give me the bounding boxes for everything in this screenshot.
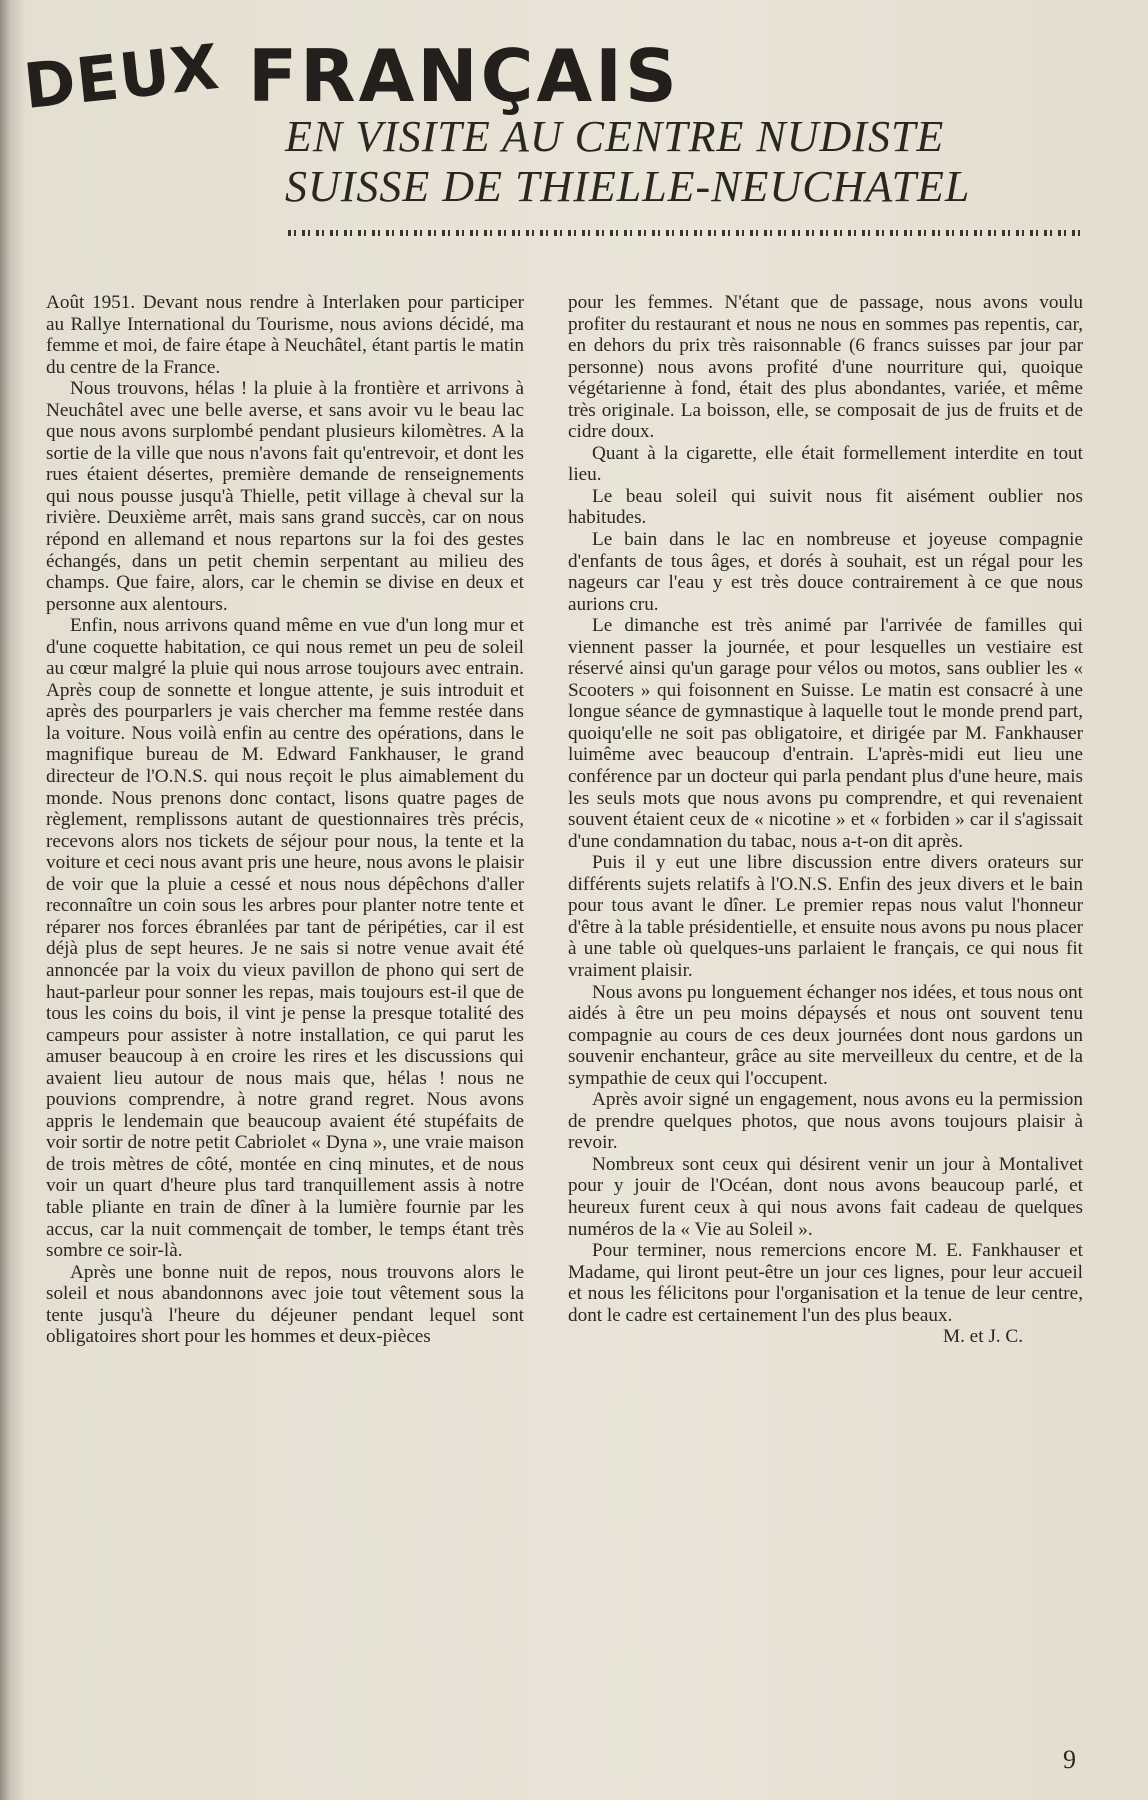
paragraph: Enfin, nous arrivons quand même en vue d'un long mur et d'une coquette habitation, ce qui nous remet un peu de soleil au cœur malgré la pluie qui nous arrose toujours avec entrain. Après coup de sonnette et longue attente, je suis introduit et après des pourparlers je vais chercher ma femme restée dans la voiture. Nous voilà enfin au centre des opérations, dans le magnifique bureau de M. Edward Fankhauser, le grand directeur de l'O.N.S. qui nous reçoit le plus aimablement du monde. Nous prenons donc contact, lisons quatre pages de règlement, remplissons autant de questionnaires très précis, recevons alors nos tickets de séjour pour nous, la tente et la voiture et ceci nous avant pris une heure, nous avons le plaisir de voir que la pluie a cessé et nous nous dépêchons d'aller reconnaître un coin sous les arbres pour planter notre tente et réparer nos forces ébranlées par tant de péripéties, car il est déjà plus de sept heures. Je ne sais si notre venue avait été annoncée par la voix du vieux pavillon de phono qui sert de haut-parleur pour sonner les repas, mais toujours est-il que de tous les coins du bois, il vint je pense la presque totalité des campeurs pour assister à notre installation, ce qui parut les amuser beaucoup à en croire les rires et les discussions qui avaient lieu autour de nous mais que, hélas ! nous ne pouvions comprendre, à notre grand regret. Nous avons appris le lendemain que beaucoup avaient été stupéfaits de voir sortir de notre petit Cabriolet « Dyna », une vraie maison de trois mètres de côté, montée en cinq minutes, et de nous voir un quart d'heure plus tard tranquillement assis à notre table pliante en train de dîner à la lumière fournie par les accus, car la nuit commençait de tomber, le temps étant très sombre ce soir-là. bbox=[46, 615, 524, 1262]
paragraph: Août 1951. Devant nous rendre à Interlaken pour participer au Rallye International du Tourisme, nous avions décidé, ma femme et moi, de faire étape à Neuchâtel, étant partis le matin du centre de la France. bbox=[46, 292, 524, 378]
paragraph: Puis il y eut une libre discussion entre divers orateurs sur différents sujets relatifs à l'O.N.S. Enfin des jeux divers et le bain pour tous avant le dîner. Le premier repas nous valut l'honneur d'être à la table présidentielle, et ensuite nous avons pu nous placer à une table où quelques-uns parlaient le français, ce qui nous fit vraiment plaisir. bbox=[568, 852, 1083, 981]
paragraph: Après une bonne nuit de repos, nous trouvons alors le soleil et nous abandonnons avec joie tout vêtement sous la tente jusqu'à l'heure du déjeuner pendant lequel sont obligatoires short pour les hommes et deux-pièces bbox=[46, 1261, 524, 1348]
subtitle-line-2: SUISSE DE THIELLE-NEUCHATEL bbox=[285, 162, 971, 211]
paragraph: Après avoir signé un engagement, nous avons eu la permission de prendre quelques photos, que nous avons toujours plaisir à revoir. bbox=[568, 1089, 1083, 1154]
paragraph: Quant à la cigarette, elle était formellement interdite en tout lieu. bbox=[568, 442, 1083, 486]
right-column bbox=[568, 292, 1083, 1348]
paragraph: Nous avons pu longuement échanger nos idées, et tous nous ont aidés à être un peu moins dépaysés et nous ont souvent tenu compagnie au cours de ces deux journées dont nous gardons un souvenir enchanteur, grâce au site merveilleux du centre, et de la sympathie de ceux qui l'occupent. bbox=[568, 981, 1083, 1089]
subtitle-line-1: EN VISITE AU CENTRE NUDISTE bbox=[285, 112, 945, 161]
article-subtitle bbox=[285, 112, 1105, 212]
left-column bbox=[46, 292, 524, 1348]
dotted-divider bbox=[288, 230, 1080, 236]
title-word-francais: FRANÇAIS bbox=[248, 34, 680, 118]
paragraph: Le bain dans le lac en nombreuse et joyeuse compagnie d'enfants de tous âges, et dorés à souhait, est un régal pour les nageurs car l'eau y est très douce contrairement à ce que nous aurions cru. bbox=[568, 529, 1083, 615]
paragraph: Nous trouvons, hélas ! la pluie à la frontière et arrivons à Neuchâtel avec une belle averse, et sans avoir vu le beau lac que nous avons surplombé pendant plusieurs kilomètres. A la sortie de la ville que nous n'avons fait qu'entrevoir, et dont les rues étaient désertes, première demande de renseignements qui nous pousse jusqu'à Thielle, petit village à cheval sur la rivière. Deuxième arrêt, mais sans grand succès, car on nous répond en allemand et nous repartons sur la foi des gestes échangés, dans un petit chemin serpentant au milieu des champs. Que faire, alors, car le chemin se divise en deux et personne aux alentours. bbox=[46, 378, 524, 615]
page-number: 9 bbox=[1063, 1745, 1076, 1774]
paragraph: pour les femmes. N'étant que de passage, nous avons voulu profiter du restaurant et nous ne nous en sommes pas repentis, car, en dehors du prix très raisonnable (6 francs suisses par jour par personne) nous avons profité d'une nourriture qui, quoique végétarienne à fond, était des plus abondantes, variée, et même très originale. La boisson, elle, se composait de jus de fruits et de cidre doux. bbox=[568, 292, 1083, 443]
paragraph: Le dimanche est très animé par l'arrivée de familles qui viennent passer la journée, et pour lesquelles un vestiaire est réservé ainsi qu'un garage pour vélos ou motos, sans oublier les « Scooters » qui foisonnent en Suisse. Le matin est consacré à une longue séance de gymnastique à laquelle tout le monde prend part, quoiqu'elle ne soit pas obligatoire, et dirigée par M. Fankhauser luimême avec beaucoup d'entrain. L'après-midi eut lieu une conférence par un docteur qui parla pendant plus d'une heure, mais les seuls mots que nous avons pu comprendre, et qui revenaient souvent étaient ceux de « nicotine » et « forbiden » car il s'agissait d'une condamnation du tabac, nous a-t-on dit après. bbox=[568, 615, 1083, 852]
title-word-deux: DEUX bbox=[20, 29, 223, 123]
paragraph: Pour terminer, nous remercions encore M. E. Fankhauser et Madame, qui liront peut-être un jour ces lignes, pour leur accueil et nous les félicitons pour l'organisation et la tenue de leur centre, dont le cadre est certainement l'un des plus beaux. bbox=[568, 1240, 1083, 1326]
signature: M. et J. C. bbox=[943, 1326, 1023, 1348]
paragraph: Le beau soleil qui suivit nous fit aisément oublier nos habitudes. bbox=[568, 485, 1083, 529]
paragraph: Nombreux sont ceux qui désirent venir un jour à Montalivet pour y jouir de l'Océan, dont nous avons beaucoup parlé, et heureux furent ceux à qui nous avons fait cadeau de quelques numéros de la « Vie au Soleil ». bbox=[568, 1153, 1083, 1240]
